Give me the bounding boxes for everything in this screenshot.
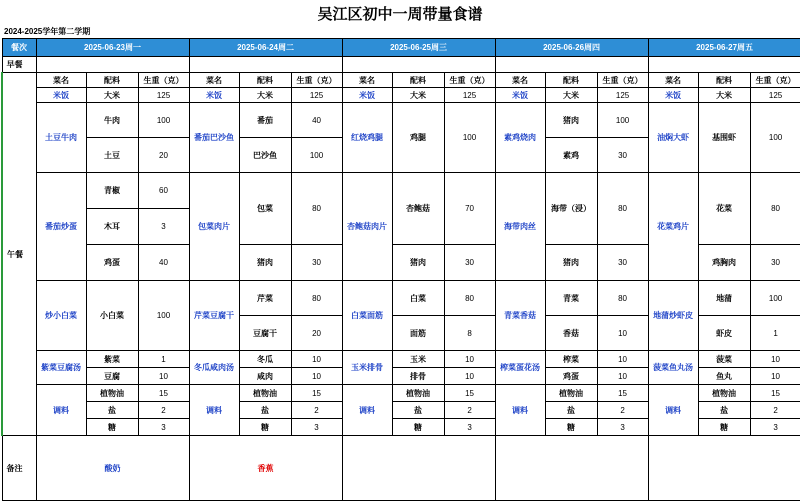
day-header: 2025-06-24周二: [189, 39, 342, 57]
ingredient-weight: 2: [444, 402, 495, 419]
ingredient-name: 大米: [698, 88, 750, 103]
ingredient-weight: 1: [750, 316, 800, 351]
dish-name: 番茄炒蛋: [36, 173, 86, 281]
dish-name: 土豆牛肉: [36, 103, 86, 173]
ingredient-name: 香菇: [545, 316, 597, 351]
dish-name: 米饭: [648, 88, 698, 103]
dish-name: 海带肉丝: [495, 173, 545, 281]
ingredient-weight: 1: [138, 351, 189, 368]
ingredient-name: 排骨: [392, 368, 444, 385]
breakfast-cell: [648, 57, 800, 73]
ingredient-name: 猪肉: [545, 245, 597, 281]
menu-row: [2, 103, 800, 138]
dish-name: 白菜面筋: [342, 281, 392, 351]
dish-col-header: 菜名: [495, 73, 545, 88]
weekly-menu-table: [1, 38, 800, 501]
ingredient-weight: 125: [444, 88, 495, 103]
ingredient-name: 地蒲: [698, 281, 750, 316]
ingredient-weight: 2: [291, 402, 342, 419]
ingredient-weight: 80: [444, 281, 495, 316]
breakfast-label: 早餐: [2, 57, 36, 73]
ingredient-weight: 125: [138, 88, 189, 103]
breakfast-cell: [36, 57, 189, 73]
ingredient-col-header: 配料: [698, 73, 750, 88]
dish-col-header: 菜名: [648, 73, 698, 88]
ingredient-weight: 10: [750, 368, 800, 385]
ingredient-name: 榨菜: [545, 351, 597, 368]
dish-name: 调料: [36, 385, 86, 436]
ingredient-weight: 60: [138, 173, 189, 209]
ingredient-weight: 15: [444, 385, 495, 402]
ingredient-name: 盐: [86, 402, 138, 419]
ingredient-name: 大米: [392, 88, 444, 103]
ingredient-weight: 3: [750, 419, 800, 436]
dish-name: 杏鲍菇肉片: [342, 173, 392, 281]
ingredient-weight: 70: [444, 173, 495, 245]
ingredient-name: 杏鲍菇: [392, 173, 444, 245]
note-cell: [342, 436, 495, 501]
ingredient-name: 猪肉: [545, 103, 597, 138]
ingredient-weight: 10: [750, 351, 800, 368]
ingredient-name: 玉米: [392, 351, 444, 368]
ingredient-name: 鸡蛋: [545, 368, 597, 385]
ingredient-name: 青菜: [545, 281, 597, 316]
note-cell: 香蕉: [189, 436, 342, 501]
ingredient-name: 盐: [698, 402, 750, 419]
ingredient-weight: 10: [444, 368, 495, 385]
dish-name: 紫菜豆腐汤: [36, 351, 86, 385]
ingredient-weight: 10: [597, 368, 648, 385]
ingredient-weight: 30: [597, 245, 648, 281]
breakfast-cell: [342, 57, 495, 73]
ingredient-col-header: 配料: [392, 73, 444, 88]
dish-name: 米饭: [342, 88, 392, 103]
ingredient-name: 鸡胸肉: [698, 245, 750, 281]
ingredient-name: 盐: [545, 402, 597, 419]
dish-name: 冬瓜咸肉汤: [189, 351, 239, 385]
note-cell: 酸奶: [36, 436, 189, 501]
ingredient-weight: 100: [138, 281, 189, 351]
ingredient-name: 虾皮: [698, 316, 750, 351]
dish-name: 米饭: [189, 88, 239, 103]
ingredient-name: 青椒: [86, 173, 138, 209]
ingredient-weight: 10: [444, 351, 495, 368]
ingredient-weight: 3: [138, 209, 189, 245]
dish-name: 玉米排骨: [342, 351, 392, 385]
semester-label: 2024-2025学年第二学期: [4, 27, 91, 36]
ingredient-name: 糖: [545, 419, 597, 436]
ingredient-weight: 8: [444, 316, 495, 351]
ingredient-name: 植物油: [698, 385, 750, 402]
notes-label: 备注: [2, 436, 36, 501]
dish-name: 素鸡烧肉: [495, 103, 545, 173]
dish-name: 调料: [189, 385, 239, 436]
ingredient-name: 菠菜: [698, 351, 750, 368]
dish-name: 炒小白菜: [36, 281, 86, 351]
ingredient-name: 番茄: [239, 103, 291, 138]
ingredient-weight: 20: [138, 138, 189, 173]
ingredient-name: 基围虾: [698, 103, 750, 173]
ingredient-weight: 125: [291, 88, 342, 103]
ingredient-name: 植物油: [392, 385, 444, 402]
dish-name: 红烧鸡腿: [342, 103, 392, 173]
day-header: 2025-06-27周五: [648, 39, 800, 57]
dish-name: 榨菜蛋花汤: [495, 351, 545, 385]
menu-row: [2, 281, 800, 316]
ingredient-weight: 125: [597, 88, 648, 103]
ingredient-name: 素鸡: [545, 138, 597, 173]
ingredient-name: 鱼丸: [698, 368, 750, 385]
ingredient-name: 植物油: [545, 385, 597, 402]
ingredient-weight: 15: [750, 385, 800, 402]
ingredient-name: 糖: [86, 419, 138, 436]
dish-name: 菠菜鱼丸汤: [648, 351, 698, 385]
weight-col-header: 生重（克）: [750, 73, 800, 88]
weight-col-header: 生重（克）: [597, 73, 648, 88]
ingredient-weight: 2: [597, 402, 648, 419]
ingredient-name: 猪肉: [239, 245, 291, 281]
column-subheader-row: [2, 73, 800, 88]
ingredient-name: 大米: [239, 88, 291, 103]
dish-name: 调料: [342, 385, 392, 436]
menu-row: [2, 173, 800, 209]
ingredient-name: 猪肉: [392, 245, 444, 281]
breakfast-row: [2, 57, 800, 73]
breakfast-cell: [495, 57, 648, 73]
ingredient-name: 土豆: [86, 138, 138, 173]
ingredient-weight: 15: [597, 385, 648, 402]
ingredient-name: 紫菜: [86, 351, 138, 368]
notes-row: [2, 436, 800, 501]
dish-col-header: 菜名: [189, 73, 239, 88]
rice-row: [2, 88, 800, 103]
ingredient-weight: 80: [291, 173, 342, 245]
ingredient-name: 盐: [392, 402, 444, 419]
ingredient-name: 鸡蛋: [86, 245, 138, 281]
day-header: 2025-06-23周一: [36, 39, 189, 57]
dish-name: 油焖大虾: [648, 103, 698, 173]
lunch-label: 午餐: [2, 73, 36, 436]
ingredient-weight: 10: [597, 316, 648, 351]
ingredient-name: 盐: [239, 402, 291, 419]
ingredient-weight: 80: [597, 173, 648, 245]
dish-col-header: 菜名: [36, 73, 86, 88]
ingredient-name: 木耳: [86, 209, 138, 245]
ingredient-weight: 10: [291, 368, 342, 385]
ingredient-weight: 125: [750, 88, 800, 103]
ingredient-name: 花菜: [698, 173, 750, 245]
weight-col-header: 生重（克）: [291, 73, 342, 88]
ingredient-name: 海带（浸）: [545, 173, 597, 245]
ingredient-name: 豆腐: [86, 368, 138, 385]
weight-col-header: 生重（克）: [138, 73, 189, 88]
dish-name: 米饭: [495, 88, 545, 103]
ingredient-weight: 100: [444, 103, 495, 173]
ingredient-weight: 3: [597, 419, 648, 436]
ingredient-weight: 100: [750, 281, 800, 316]
day-header: 2025-06-25周三: [342, 39, 495, 57]
ingredient-weight: 15: [291, 385, 342, 402]
note-cell: [495, 436, 648, 501]
ingredient-weight: 3: [444, 419, 495, 436]
ingredient-name: 咸肉: [239, 368, 291, 385]
dish-name: 花菜鸡片: [648, 173, 698, 281]
dish-name: 调料: [495, 385, 545, 436]
ingredient-name: 巴沙鱼: [239, 138, 291, 173]
dish-name: 番茄巴沙鱼: [189, 103, 239, 173]
ingredient-name: 糖: [239, 419, 291, 436]
ingredient-name: 牛肉: [86, 103, 138, 138]
weight-col-header: 生重（克）: [444, 73, 495, 88]
ingredient-weight: 80: [750, 173, 800, 245]
ingredient-weight: 20: [291, 316, 342, 351]
ingredient-weight: 30: [444, 245, 495, 281]
ingredient-weight: 40: [138, 245, 189, 281]
ingredient-name: 鸡腿: [392, 103, 444, 173]
ingredient-weight: 2: [138, 402, 189, 419]
menu-row: [2, 385, 800, 402]
ingredient-name: 糖: [392, 419, 444, 436]
ingredient-name: 白菜: [392, 281, 444, 316]
note-cell: [648, 436, 800, 501]
ingredient-name: 大米: [545, 88, 597, 103]
ingredient-weight: 80: [597, 281, 648, 316]
dish-name: 米饭: [36, 88, 86, 103]
dish-name: 包菜肉片: [189, 173, 239, 281]
ingredient-name: 冬瓜: [239, 351, 291, 368]
dish-name: 青菜香菇: [495, 281, 545, 351]
ingredient-weight: 10: [291, 351, 342, 368]
ingredient-weight: 3: [291, 419, 342, 436]
meal-column-header: 餐次: [2, 39, 36, 57]
ingredient-weight: 80: [291, 281, 342, 316]
ingredient-weight: 3: [138, 419, 189, 436]
ingredient-weight: 100: [750, 103, 800, 173]
ingredient-col-header: 配料: [239, 73, 291, 88]
ingredient-weight: 30: [750, 245, 800, 281]
ingredient-name: 小白菜: [86, 281, 138, 351]
dish-name: 调料: [648, 385, 698, 436]
ingredient-weight: 40: [291, 103, 342, 138]
ingredient-name: 糖: [698, 419, 750, 436]
ingredient-weight: 15: [138, 385, 189, 402]
day-header: 2025-06-26周四: [495, 39, 648, 57]
dish-name: 地蒲炒虾皮: [648, 281, 698, 351]
ingredient-name: 植物油: [86, 385, 138, 402]
page-title: 吴江区初中一周带量食谱: [317, 5, 483, 23]
ingredient-name: 包菜: [239, 173, 291, 245]
dish-name: 芹菜豆腐干: [189, 281, 239, 351]
menu-row: [2, 351, 800, 368]
ingredient-weight: 10: [138, 368, 189, 385]
breakfast-cell: [189, 57, 342, 73]
ingredient-weight: 2: [750, 402, 800, 419]
ingredient-name: 面筋: [392, 316, 444, 351]
ingredient-weight: 100: [291, 138, 342, 173]
ingredient-name: 芹菜: [239, 281, 291, 316]
ingredient-weight: 30: [291, 245, 342, 281]
ingredient-col-header: 配料: [545, 73, 597, 88]
ingredient-weight: 100: [138, 103, 189, 138]
ingredient-weight: 30: [597, 138, 648, 173]
ingredient-name: 豆腐干: [239, 316, 291, 351]
ingredient-name: 植物油: [239, 385, 291, 402]
ingredient-col-header: 配料: [86, 73, 138, 88]
ingredient-name: 大米: [86, 88, 138, 103]
ingredient-weight: 100: [597, 103, 648, 138]
ingredient-weight: 10: [597, 351, 648, 368]
dish-col-header: 菜名: [342, 73, 392, 88]
